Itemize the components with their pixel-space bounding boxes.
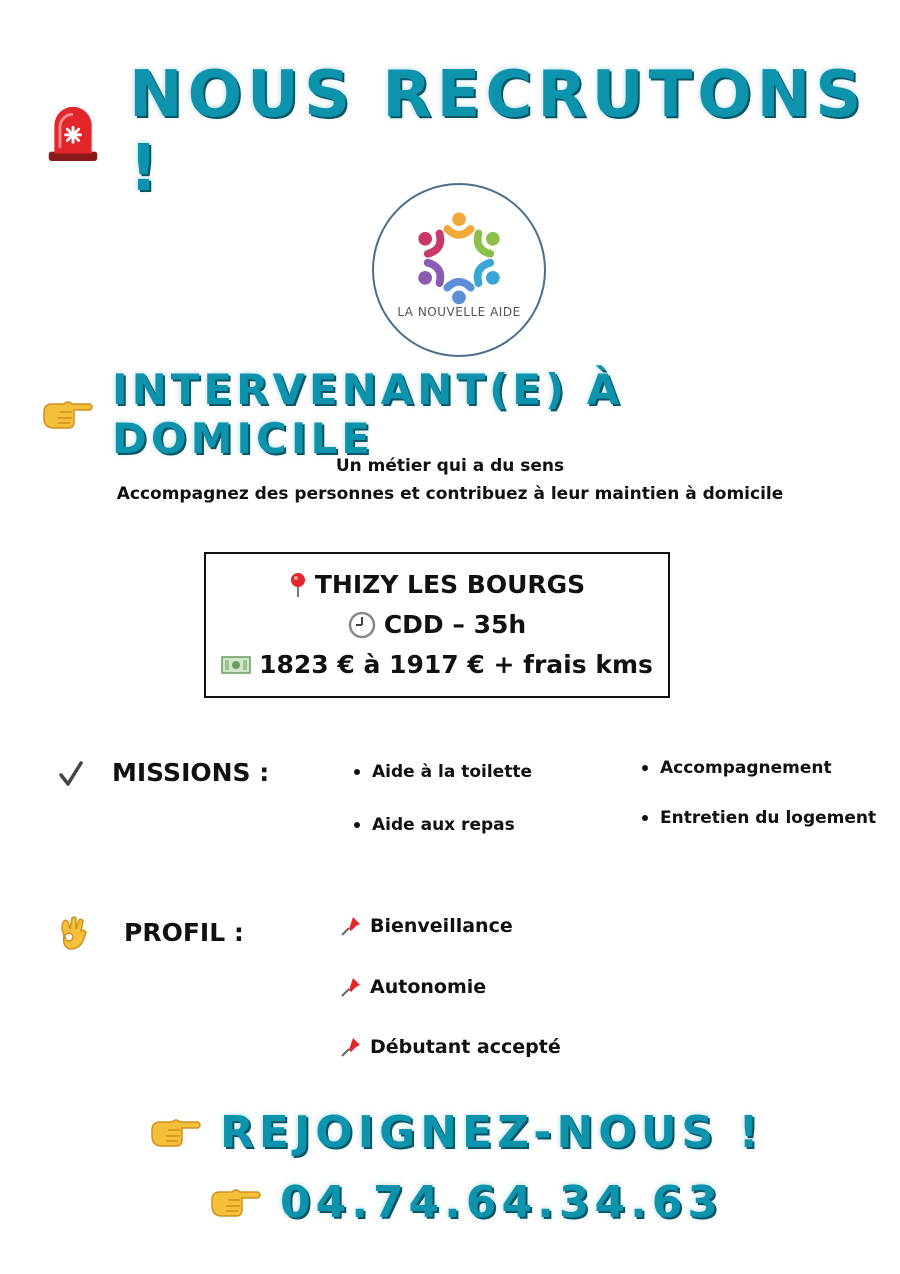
clock-icon: [348, 611, 376, 639]
job-title-row: [42, 365, 872, 463]
mission-item: Aide à la toilette: [354, 762, 532, 782]
join-row: [150, 1100, 850, 1164]
company-logo: [372, 183, 546, 357]
tagline-1: Un métier qui a du sens: [335, 456, 565, 476]
logo-figures-icon: [374, 185, 544, 355]
salary-line: [206, 650, 668, 679]
salary-text: 1823 € à 1917 € + frais kms: [259, 650, 653, 679]
checkmark-icon: [58, 760, 84, 788]
pin-icon: [289, 572, 307, 598]
pushpin-icon: [340, 976, 362, 998]
pushpin-icon: [340, 1036, 362, 1058]
profil-item: Autonomie: [340, 976, 486, 998]
profil-label: PROFIL :: [124, 918, 244, 947]
headline: [45, 58, 875, 206]
pointing-hand-icon: [150, 1116, 202, 1148]
location-line: [206, 570, 668, 599]
mission-item: Aide aux repas: [354, 815, 515, 835]
job-info-box: [204, 552, 670, 698]
contract-text: CDD – 35h: [383, 610, 527, 639]
contract-line: [206, 610, 668, 639]
missions-label: MISSIONS :: [112, 758, 270, 787]
tagline-2: Accompagnez des personnes et contribuez à leur maintien à domicile: [116, 484, 784, 504]
siren-icon: [45, 99, 101, 165]
phone-row: [210, 1170, 850, 1234]
phone-number[interactable]: 04.74.64.34.63: [280, 1176, 724, 1228]
pointing-hand-icon: [42, 398, 94, 430]
page-title: NOUS RECRUTONS !: [129, 58, 867, 206]
ok-hand-icon: [56, 915, 90, 951]
pointing-hand-icon: [210, 1186, 262, 1218]
location-text: THIZY LES BOURGS: [314, 570, 586, 599]
profil-item: Bienveillance: [340, 915, 513, 937]
job-title: INTERVENANT(E) À DOMICILE: [112, 365, 624, 463]
profil-item: Débutant accepté: [340, 1036, 561, 1058]
mission-item: Accompagnement: [642, 758, 832, 778]
mission-item: Entretien du logement: [642, 808, 876, 828]
pushpin-icon: [340, 915, 362, 937]
banknote-icon: [221, 655, 251, 675]
logo-name: LA NOUVELLE AIDE: [397, 305, 521, 319]
join-text: REJOIGNEZ-NOUS !: [220, 1106, 764, 1158]
